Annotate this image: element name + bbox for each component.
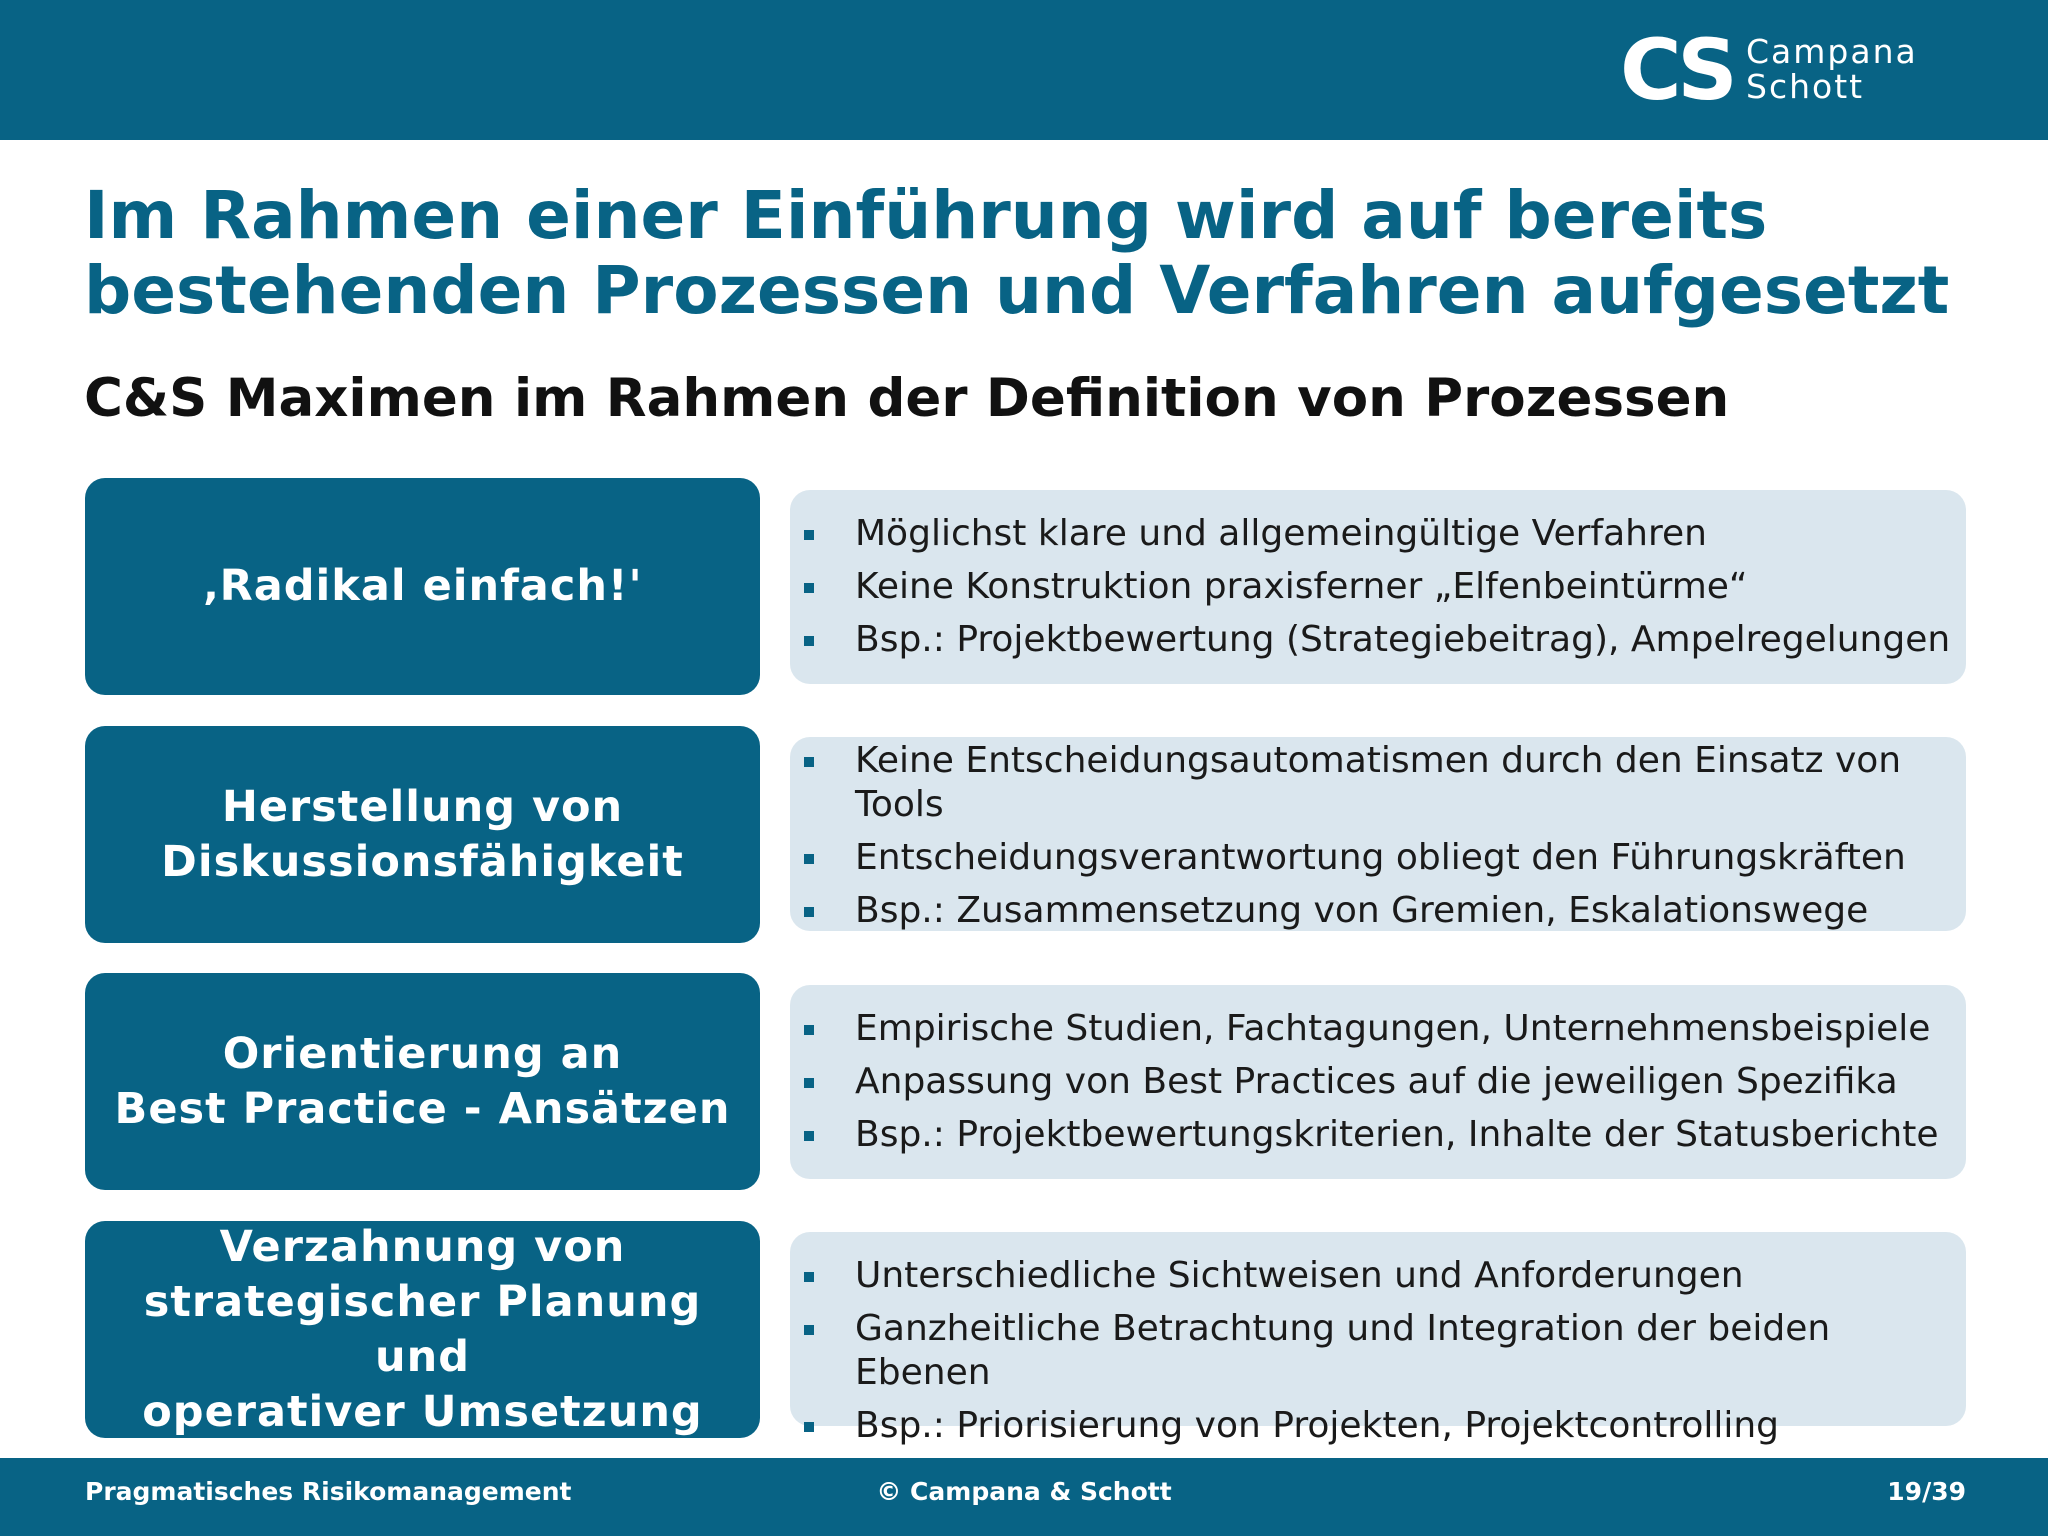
bullet-text: Bsp.: Priorisierung von Projekten, Projektcontrolling bbox=[855, 1405, 1780, 1446]
maxim-details-diskussionsfaehigkeit bbox=[790, 737, 1966, 931]
maxim-box-verzahnung bbox=[85, 1221, 760, 1438]
bullet-square-icon bbox=[804, 1272, 814, 1282]
maxim-label: Orientierung an Best Practice - Ansätzen bbox=[114, 1028, 731, 1134]
bullet-square-icon bbox=[804, 636, 814, 646]
bullet-text: Ganzheitliche Betrachtung und Integration der beiden Ebenen bbox=[855, 1308, 1831, 1393]
bullet-text: Keine Konstruktion praxisferner „Elfenbeintürme“ bbox=[855, 566, 1748, 607]
maxim-label: ‚Radikal einfach!' bbox=[202, 561, 643, 611]
slide-title: Im Rahmen einer Einführung wird auf bereits bestehenden Prozessen und Verfahren aufgesetzt bbox=[84, 177, 1950, 329]
bullet-item bbox=[804, 565, 1964, 609]
logo-line-1: Campana bbox=[1746, 32, 1918, 71]
bullet-text: Keine Entscheidungsautomatismen durch den Einsatz von Tools bbox=[855, 740, 1902, 825]
bullet-item bbox=[804, 618, 1964, 662]
maxim-details-verzahnung bbox=[790, 1232, 1966, 1446]
logo-mark: CS bbox=[1620, 21, 1732, 119]
bullet-text: Bsp.: Projektbewertung (Strategiebeitrag), Ampelregelungen bbox=[855, 619, 1951, 660]
bullet-square-icon bbox=[804, 854, 814, 864]
bullet-list bbox=[804, 1007, 1964, 1166]
maxim-label: Herstellung von Diskussionsfähigkeit bbox=[161, 781, 684, 887]
bullet-list bbox=[804, 739, 1964, 942]
bullet-text: Anpassung von Best Practices auf die jeweiligen Spezifika bbox=[855, 1061, 1898, 1102]
company-logo bbox=[1620, 21, 1972, 119]
bullet-square-icon bbox=[804, 1325, 814, 1335]
bullet-list bbox=[804, 512, 1964, 671]
bullet-item bbox=[804, 1404, 1964, 1448]
maxim-box-radikal-einfach bbox=[85, 478, 760, 695]
logo-wordmark bbox=[1746, 34, 1918, 104]
bullet-text: Möglichst klare und allgemeingültige Verfahren bbox=[855, 513, 1707, 554]
bullet-item bbox=[804, 739, 1964, 827]
bullet-text: Entscheidungsverantwortung obliegt den Führungskräften bbox=[855, 837, 1906, 878]
bullet-text: Unterschiedliche Sichtweisen und Anforderungen bbox=[855, 1255, 1744, 1296]
footer-copyright: © Campana & Schott bbox=[876, 1477, 1172, 1506]
maxim-details-radikal-einfach bbox=[790, 490, 1966, 684]
bullet-square-icon bbox=[804, 1422, 814, 1432]
footer-page-number: 19/39 bbox=[1887, 1477, 1966, 1506]
bullet-text: Bsp.: Projektbewertungskriterien, Inhalte der Statusberichte bbox=[855, 1114, 1939, 1155]
bullet-item bbox=[804, 889, 1964, 933]
bullet-square-icon bbox=[804, 757, 814, 767]
bullet-item bbox=[804, 1113, 1964, 1157]
bullet-item bbox=[804, 1307, 1964, 1395]
bullet-item bbox=[804, 1254, 1964, 1298]
maxim-box-diskussionsfaehigkeit bbox=[85, 726, 760, 943]
maxim-box-best-practice bbox=[85, 973, 760, 1190]
bullet-square-icon bbox=[804, 530, 814, 540]
maxim-label: Verzahnung von strategischer Planung und operativer Umsetzung bbox=[142, 1221, 703, 1437]
slide-subtitle: C&S Maximen im Rahmen der Definition von Prozessen bbox=[84, 368, 1730, 429]
footer-bar bbox=[0, 1458, 2048, 1536]
bullet-square-icon bbox=[804, 1131, 814, 1141]
bullet-text: Empirische Studien, Fachtagungen, Unternehmensbeispiele bbox=[855, 1008, 1931, 1049]
bullet-square-icon bbox=[804, 583, 814, 593]
bullet-item bbox=[804, 1060, 1964, 1104]
bullet-item bbox=[804, 1007, 1964, 1051]
bullet-square-icon bbox=[804, 1078, 814, 1088]
bullet-square-icon bbox=[804, 1025, 814, 1035]
bullet-list bbox=[804, 1254, 1964, 1457]
bullet-item bbox=[804, 512, 1964, 556]
maxim-details-best-practice bbox=[790, 985, 1966, 1179]
header-bar bbox=[0, 0, 2048, 140]
bullet-square-icon bbox=[804, 907, 814, 917]
footer-presentation-title: Pragmatisches Risikomanagement bbox=[85, 1477, 572, 1506]
bullet-text: Bsp.: Zusammensetzung von Gremien, Eskalationswege bbox=[855, 890, 1869, 931]
logo-line-2: Schott bbox=[1746, 67, 1865, 106]
bullet-item bbox=[804, 836, 1964, 880]
